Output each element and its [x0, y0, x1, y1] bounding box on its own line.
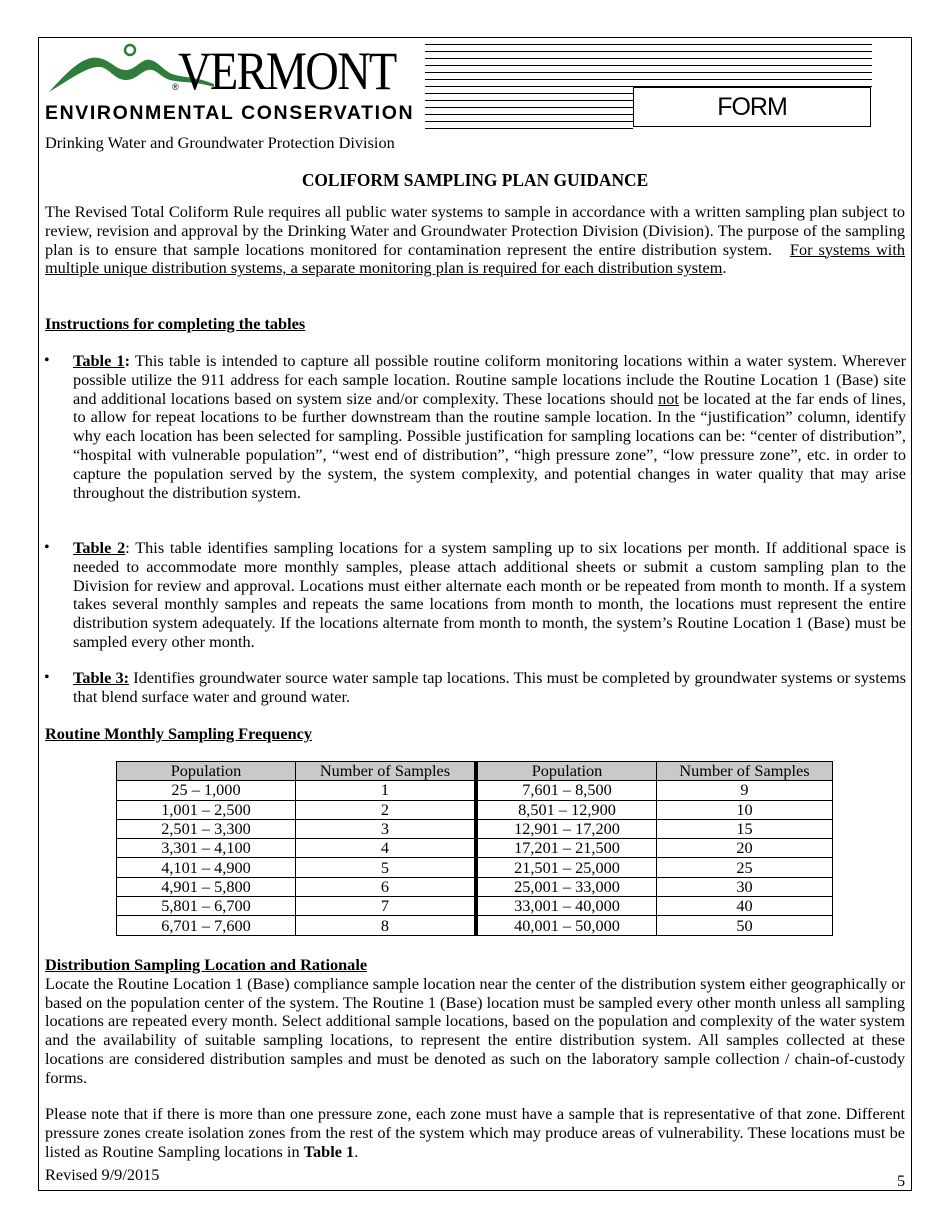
column-header: Population [476, 762, 657, 781]
table-cell: 15 [657, 819, 833, 838]
table-cell: 6,701 – 7,600 [117, 916, 296, 935]
distribution-section [45, 956, 905, 1088]
table-cell: 2,501 – 3,300 [117, 819, 296, 838]
table-cell: 21,501 – 25,000 [476, 858, 657, 877]
table-cell: 20 [657, 839, 833, 858]
column-header: Number of Samples [296, 762, 477, 781]
bullet-table-2: Table 2: This table identifies sampling locations for a system sampling up to six locations per month. If additional space is needed to accommodate more monthly samples, please attach additional sheets or submit a custom sampling plan to the Division for review and approval. Locations must either alternate each month or be repeated from month to month. If a system takes several monthly samples and repeats the same locations from month to month, the locations must represent the entire distribution system adequately. If the locations alternate from month to month, the system’s Routine Location 1 (Base) must be sampled every other month. [73, 538, 906, 651]
frequency-heading: Routine Monthly Sampling Frequency [45, 724, 313, 743]
table-row [117, 839, 833, 858]
table-cell: 9 [657, 781, 833, 800]
bullet-icon: • [44, 669, 50, 686]
page-title: COLIFORM SAMPLING PLAN GUIDANCE [301, 170, 649, 190]
page-number: 5 [897, 1171, 906, 1190]
table-cell: 4,101 – 4,900 [117, 858, 296, 877]
table-cell: 30 [657, 877, 833, 896]
table-cell: 2 [296, 800, 477, 819]
table-cell: 7 [296, 897, 477, 916]
column-header: Population [117, 762, 296, 781]
table-row [117, 877, 833, 896]
table-cell: 1,001 – 2,500 [117, 800, 296, 819]
table-cell: 10 [657, 800, 833, 819]
table-cell: 4,901 – 5,800 [117, 877, 296, 896]
table-cell: 25 [657, 858, 833, 877]
table-cell: 7,601 – 8,500 [476, 781, 657, 800]
intro-end: . [722, 258, 727, 278]
column-header: Number of Samples [657, 762, 833, 781]
table-row [117, 781, 833, 800]
table-row [117, 800, 833, 819]
table-row [117, 858, 833, 877]
intro-paragraph [45, 203, 905, 278]
table-cell: 3,301 – 4,100 [117, 839, 296, 858]
table-cell: 25 – 1,000 [117, 781, 296, 800]
table-cell: 17,201 – 21,500 [476, 839, 657, 858]
distribution-paragraph-1: Locate the Routine Location 1 (Base) compliance sample location near the center of the distribution system either geographically or based on the population center of the system. The Routine 1 (Base) location must be sampled every other month unless all sampling locations are repeated every month. Select additional sample locations, based on the population and complexity of the water system and the availability of suitable sampling locations, to represent the entire distribution system. All samples collected at these locations are considered distribution samples and must be denoted as such on the laboratory sample collection / chain-of-custody forms. [45, 973, 905, 1087]
table-cell: 1 [296, 781, 477, 800]
division-name: Drinking Water and Groundwater Protection Division [45, 133, 395, 152]
intro-underlined-text: For systems with multiple unique distribution systems, a separate monitoring plan is required for each distribution system [45, 239, 905, 278]
registered-mark: ® [172, 82, 179, 92]
table-cell: 5,801 – 6,700 [117, 897, 296, 916]
table-cell: 6 [296, 877, 477, 896]
table-cell: 12,901 – 17,200 [476, 819, 657, 838]
table-cell: 40,001 – 50,000 [476, 916, 657, 935]
sampling-frequency-table [116, 761, 833, 936]
bullet-label: Table 1 [73, 351, 125, 370]
instructions-heading: Instructions for completing the tables [45, 314, 306, 333]
table-cell: 40 [657, 897, 833, 916]
distribution-heading: Distribution Sampling Location and Rationale [45, 955, 368, 974]
distribution-paragraph-2: Please note that if there is more than one pressure zone, each zone must have a sample that is representative of that zone. Different pressure zones create isolation zones from the rest of the system which may produce areas of vulnerability. These locations must be listed as Routine Sampling locations in Table 1. [45, 1104, 905, 1161]
table-cell: 25,001 – 33,000 [476, 877, 657, 896]
table-cell: 3 [296, 819, 477, 838]
table-header-row [117, 762, 833, 781]
bullet-icon: • [44, 352, 50, 369]
bullet-label: Table 2 [73, 538, 126, 557]
table-cell: 8 [296, 916, 477, 935]
table-cell: 4 [296, 839, 477, 858]
revision-date: Revised 9/9/2015 [45, 1165, 160, 1184]
table-row [117, 819, 833, 838]
bullet-table-1: Table 1: This table is intended to capture all possible routine coliform monitoring locations within a water system. Wherever possible utilize the 911 address for each sample location. Routine sample locations include the Routine Location 1 (Base) site and additional locations based on system size and/or complexity. These locations should not be located at the far ends of lines, to allow for repeat locations to be further downstream than the routine sample location. In the “justification” column, identify why each location has been selected for sampling. Possible justification for sampling locations can be: “center of distribution”, “hospital with vulnerable population”, “west end of distribution”, “high pressure zone”, “low pressure zone”, etc. in order to capture the population served by the system, the system complexity, and potential changes in water quality that may arise throughout the distribution system. [73, 351, 906, 502]
bullet-icon: • [44, 539, 50, 556]
intro-text: The Revised Total Coliform Rule requires all public water systems to sample in accordance with a written sampling plan subject to review, revision and approval by the Drinking Water and Groundwater Protection Division (Division). The purpose of the sampling plan is to ensure that sample locations monitored for contamination represent the entire distribution system. [45, 202, 905, 259]
table-cell: 8,501 – 12,900 [476, 800, 657, 819]
bullet-label: Table 3: [73, 668, 130, 687]
table-cell: 33,001 – 40,000 [476, 897, 657, 916]
table-cell: 5 [296, 858, 477, 877]
logo-wordmark: VERMONT [178, 41, 396, 101]
form-label-box: FORM [633, 87, 871, 127]
bullet-separator: : [124, 351, 130, 370]
table-row [117, 916, 833, 935]
table-cell: 50 [657, 916, 833, 935]
logo-subtitle: ENVIRONMENTAL CONSERVATION [45, 102, 415, 124]
bullet-table-3: Table 3: Identifies groundwater source water sample tap locations. This must be completed by groundwater systems or systems that blend surface water and ground water. [73, 668, 906, 706]
table-row [117, 897, 833, 916]
